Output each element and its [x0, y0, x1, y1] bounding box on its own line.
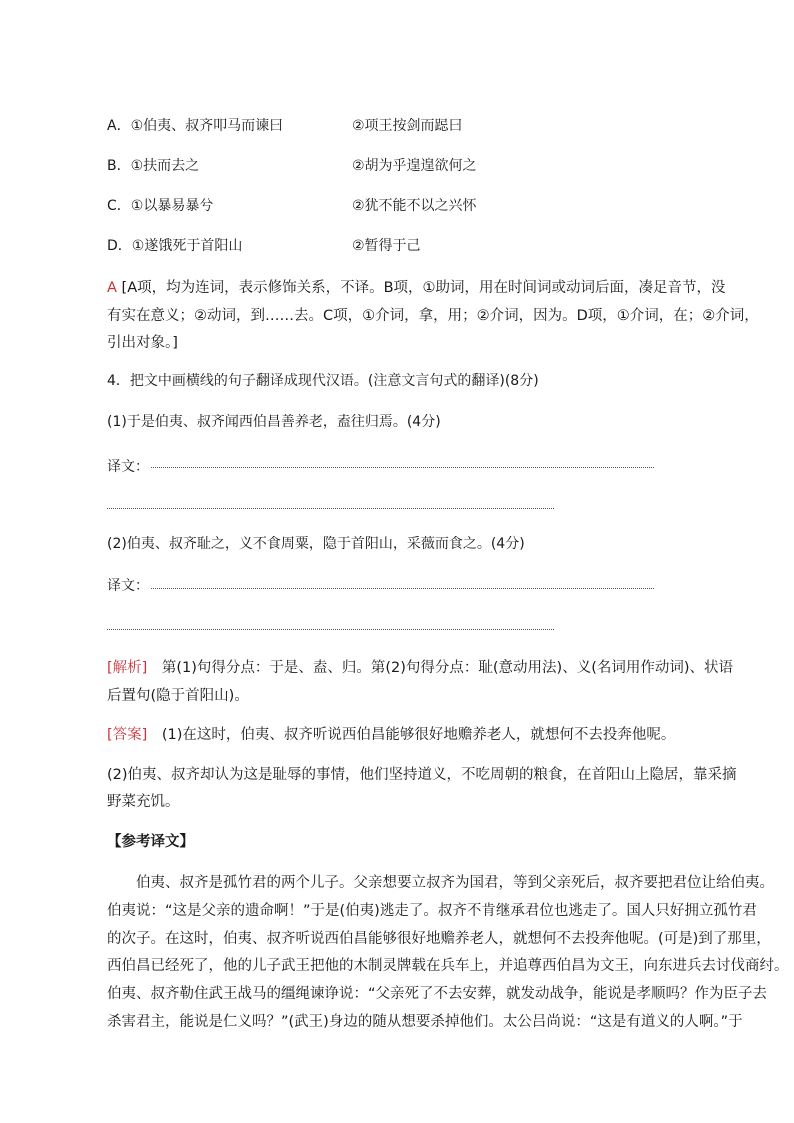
- answer-line-2a: [151, 588, 654, 589]
- reference-line: 西伯昌已经死了，他的儿子武王把他的木制灵牌载在兵车上，并追尊西伯昌为文王，向东进兵去讨伐商纣。: [107, 958, 789, 974]
- option-a-left: A．①伯夷、叔齐叩马而谏曰: [107, 118, 284, 134]
- answer4-tag: [答案]: [107, 727, 148, 743]
- answer3-letter: A: [107, 280, 117, 296]
- analysis-line2: 后置句(隐于首阳山)。: [107, 688, 249, 704]
- answer4-line3: 野菜充饥。: [107, 794, 180, 810]
- option-d-right: ②暂得于己: [352, 238, 421, 254]
- option-b-left: B．①扶而去之: [107, 158, 200, 174]
- answer-line-1a: [151, 467, 654, 468]
- translation-label-1: 译文：: [107, 459, 149, 475]
- option-c-left: C．①以暴易暴兮: [107, 198, 214, 214]
- reference-title: 【参考译文】: [107, 834, 194, 850]
- reference-line: 伯夷、叔齐是孤竹君的两个儿子。父亲想要立叔齐为国君，等到父亲死后，叔齐要把君位让给伯夷。: [107, 875, 774, 891]
- reference-line: 杀害君主，能说是仁义吗？”(武王)身边的随从想要杀掉他们。太公吕尚说：“这是有道义的人啊。”于: [107, 1014, 743, 1030]
- reference-line: 伯夷、叔齐勒住武王战马的缰绳谏诤说：“父亲死了不去安葬，就发动战争，能说是孝顺吗？作为臣子去: [107, 986, 768, 1002]
- q4-title: 4．把文中画横线的句子翻译成现代汉语。(注意文言句式的翻译)(8分): [107, 373, 539, 389]
- answer3-line1: A [A项，均为连词，表示修饰关系，不译。B项，①助词，用在时间词或动词后面，凑足音节，没: [107, 280, 726, 296]
- option-a-right: ②项王按剑而跽曰: [352, 118, 463, 134]
- q4-sentence2: (2)伯夷、叔齐耻之，义不食周粟，隐于首阳山，采薇而食之。(4分): [107, 536, 525, 552]
- reference-line: 的次子。在这时，伯夷、叔齐听说西伯昌能够很好地赡养老人，就想何不去投奔他呢。(可是)到了那里，: [107, 931, 771, 947]
- translation-label-2: 译文：: [107, 578, 149, 594]
- answer4-line2: (2)伯夷、叔齐却认为这是耻辱的事情，他们坚持道义，不吃周朝的粮食，在首阳山上隐居，靠采摘: [107, 767, 737, 783]
- answer-line-2b: [107, 629, 554, 630]
- answer4-line1: [答案] (1)在这时，伯夷、叔齐听说西伯昌能够很好地赡养老人，就想何不去投奔他呢。: [107, 727, 676, 743]
- option-b-right: ②胡为乎遑遑欲何之: [352, 158, 477, 174]
- analysis-tag: [解析]: [107, 660, 148, 676]
- answer3-line3: 引出对象。]: [107, 335, 178, 351]
- answer-line-1b: [107, 508, 554, 509]
- option-c-right: ②犹不能不以之兴怀: [352, 198, 477, 214]
- reference-line: 伯夷说：“这是父亲的遗命啊！”于是(伯夷)逃走了。叔齐不肯继承君位也逃走了。国人只好拥立孤竹君: [107, 903, 757, 919]
- answer3-line2: 有实在意义；②动词，到……去。C项，①介词，拿，用；②介词，因为。D项，①介词，在；②介词，: [107, 308, 759, 324]
- option-d-left: D．①遂饿死于首阳山: [107, 238, 243, 254]
- q4-sentence1: (1)于是伯夷、叔齐闻西伯昌善养老，盍往归焉。(4分): [107, 414, 441, 430]
- analysis-line1: [解析] 第(1)句得分点：于是、盍、归。第(2)句得分点：耻(意动用法)、义(名词用作动词)、状语: [107, 660, 734, 676]
